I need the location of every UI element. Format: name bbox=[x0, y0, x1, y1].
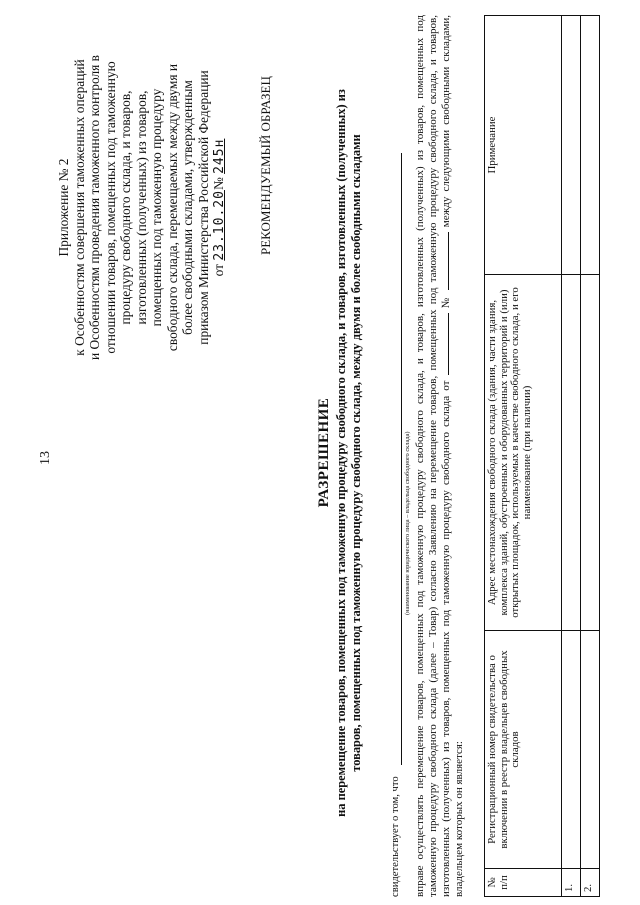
body-paragraph: вправе осуществлять перемещение товаров, помещенных под таможенную процедуру свободного склада, и товаров, изготовленных (полученных) из товаров, помещенных под таможенную процедуру свободного склада (далее – Товар) согласно Заявлению на перемещение товаров, помещенных под таможенную процедуру свободного склада, и товаров, изготовленных (полученных) из товаров, помещенных под таможенную процедуру свободного bbox=[414, 15, 452, 897]
sample-label: РЕКОМЕНДУЕМЫЙ ОБРАЗЕЦ bbox=[258, 76, 273, 255]
column-header-number: № п/п bbox=[485, 869, 562, 897]
row-number: 1. bbox=[562, 869, 581, 897]
appendix-header bbox=[56, 15, 228, 400]
subtitle-line: на перемещение товаров, помещенных под таможенную процедуру свободного склада, и товаров, изготовленных (полученных) из bbox=[334, 89, 348, 817]
document-title: РАЗРЕШЕНИЕ bbox=[316, 397, 332, 508]
table-row bbox=[562, 16, 581, 897]
table-header-row bbox=[485, 16, 562, 897]
address-cell[interactable] bbox=[562, 275, 581, 631]
row-number: 2. bbox=[581, 869, 600, 897]
registration-cell[interactable] bbox=[581, 631, 600, 869]
application-date-field[interactable] bbox=[439, 313, 449, 375]
body-date-prefix: склада от bbox=[440, 380, 452, 427]
appendix-line: и Особенностям проведения таможенного контроля в bbox=[87, 55, 102, 360]
body-number-sign: № bbox=[440, 295, 452, 309]
subtitle-line: товаров, помещенных под таможенную процедуру свободного склада, между двумя и более свободными складами bbox=[349, 134, 363, 772]
certifies-text: свидетельствует о том, что bbox=[390, 776, 401, 897]
address-cell[interactable] bbox=[581, 275, 600, 631]
appendix-line: отношении товаров, помещенных под таможенную bbox=[102, 61, 118, 354]
note-cell[interactable] bbox=[581, 16, 600, 275]
appendix-line: более свободными складами, утвержденным bbox=[180, 80, 195, 335]
appendix-line: изготовленных (полученных) из товаров, bbox=[133, 90, 149, 325]
permit-body bbox=[414, 15, 465, 897]
column-header-note: Примечание bbox=[485, 16, 562, 275]
owner-name-caption: (наименование юридического лица – владельца свободного склада) bbox=[404, 431, 411, 615]
order-number-sign: № bbox=[211, 177, 226, 191]
column-header-address: Адрес местонахождения свободного склада (здания, части здания, комплекса зданий, обустроенных и оборудованных территорий и (или) открытых площадок, используемых в качестве свободного склада, и его наименование (при наличии) bbox=[485, 275, 562, 631]
warehouses-table bbox=[484, 15, 600, 897]
appendix-line: к Особенностям совершения таможенных операций bbox=[71, 59, 87, 356]
appendix-line: приказом Министерства Российской Федерации bbox=[195, 70, 211, 345]
order-number: 245н bbox=[212, 138, 227, 174]
order-date: 23.10.20 bbox=[212, 190, 227, 261]
appendix-title: Приложение № 2 bbox=[56, 158, 71, 257]
order-date-line bbox=[211, 15, 228, 400]
registration-cell[interactable] bbox=[562, 631, 581, 869]
column-header-registration: Регистрационный номер свидетельства о включении в реестр владельцев свободных складов bbox=[485, 631, 562, 869]
note-cell[interactable] bbox=[562, 16, 581, 275]
page-number: 13 bbox=[38, 451, 53, 465]
appendix-line: свободного склада, перемещаемых между двумя и bbox=[164, 63, 180, 352]
owner-name-field[interactable] bbox=[401, 153, 402, 765]
date-prefix: от bbox=[211, 264, 226, 277]
document-subtitle bbox=[334, 13, 364, 893]
body-suffix: между следующими свободными складами, владельцем которых он является: bbox=[440, 14, 465, 897]
application-number-field[interactable] bbox=[439, 232, 449, 290]
appendix-line: процедуру свободного склада, и товаров, bbox=[118, 90, 133, 325]
table-row bbox=[581, 16, 600, 897]
appendix-line: помещенных под таможенную процедуру bbox=[149, 88, 164, 327]
